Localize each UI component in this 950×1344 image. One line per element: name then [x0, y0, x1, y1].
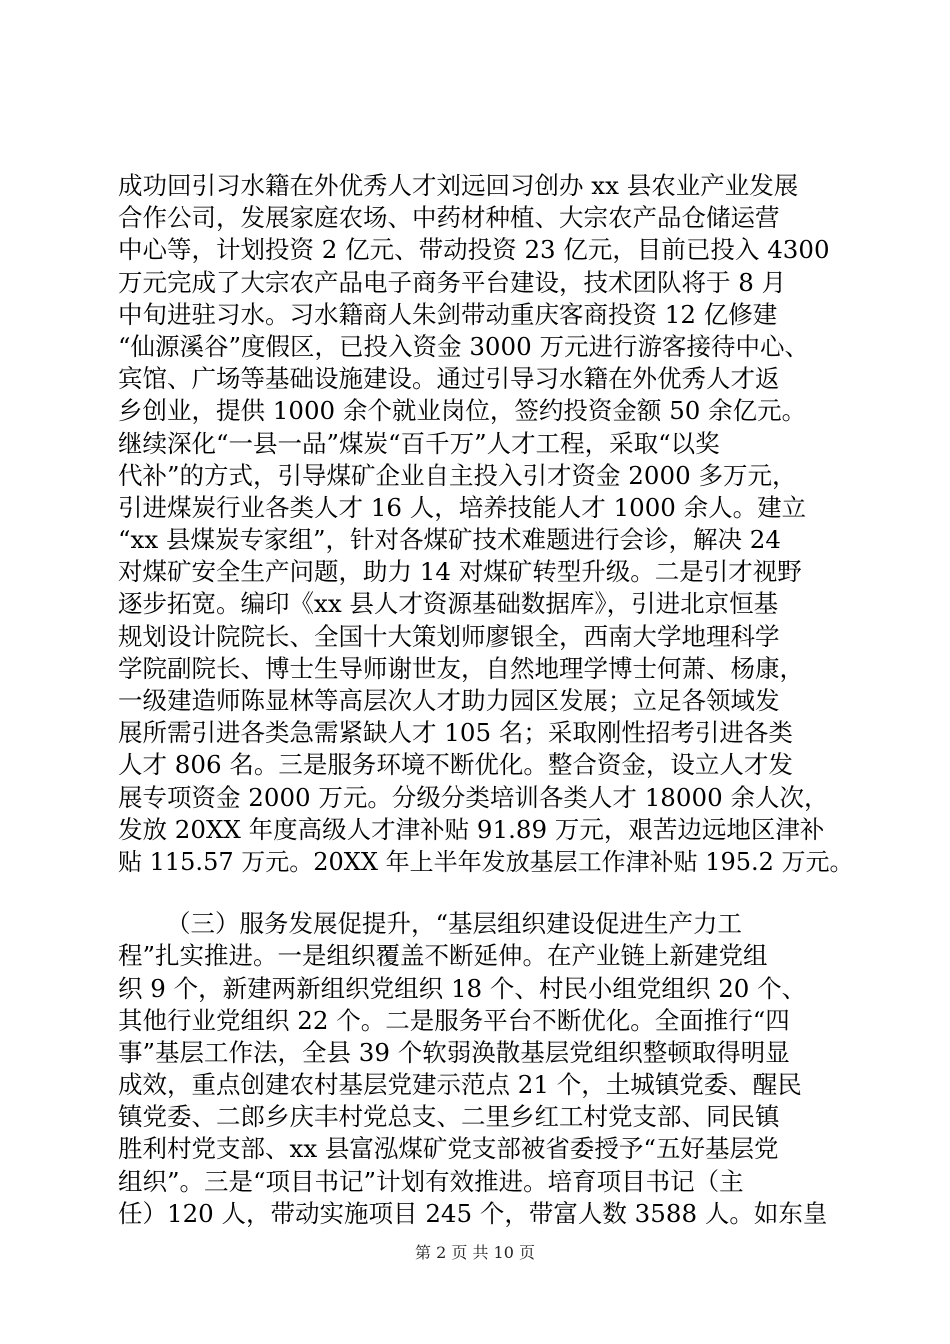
text-line: 展所需引进各类急需紧缺人才 105 名；采取刚性招考引进各类 [118, 718, 793, 748]
text-line: 胜利村党支部、xx 县富泓煤矿党支部被省委授予“五好基层党 [118, 1134, 779, 1164]
text-line: 对煤矿安全生产问题，助力 14 对煤矿转型升级。二是引才视野 [118, 557, 802, 587]
text-line: 镇党委、二郎乡庆丰村党总支、二里乡红工村党支部、同民镇 [118, 1102, 780, 1132]
text-line: 规划设计院院长、全国十大策划师廖银全，西南大学地理科学 [118, 621, 780, 651]
text-line: 中旬进驻习水。习水籍商人朱剑带动重庆客商投资 12 亿修建 [118, 299, 778, 329]
text-line: 乡创业，提供 1000 余个就业岗位，签约投资金额 50 余亿元。 [118, 396, 807, 426]
text-line: 万元完成了大宗农产品电子商务平台建设，技术团队将于 8 月 [118, 267, 787, 297]
text-line: 程”扎实推进。一是组织覆盖不断延伸。在产业链上新建党组 [118, 941, 768, 971]
text-line: 发放 20XX 年度高级人才津补贴 91.89 万元，艰苦边远地区津补 [118, 814, 825, 844]
text-line: 代补”的方式，引导煤矿企业自主投入引才资金 2000 多万元， [118, 460, 797, 490]
text-line: （三）服务发展促提升，“基层组织建设促进生产力工 [166, 909, 743, 939]
text-line: 人才 806 名。三是服务环境不断优化。整合资金，设立人才发 [118, 750, 793, 780]
text-line: 引进煤炭行业各类人才 16 人，培养技能人才 1000 余人。建立 [118, 492, 807, 522]
paragraph-1 [118, 170, 858, 878]
text-line: 成效，重点创建农村基层党建示范点 21 个，土城镇党委、醒民 [118, 1070, 802, 1100]
text-line: 组织”。三是“项目书记”计划有效推进。培育项目书记（主 [118, 1166, 744, 1196]
text-line: 学院副院长、博士生导师谢世友，自然地理学博士何萧、杨康， [118, 653, 804, 683]
text-line: 中心等，计划投资 2 亿元、带动投资 23 亿元，目前已投入 4300 [118, 235, 830, 265]
text-line: “仙源溪谷”度假区，已投入资金 3000 万元进行游客接待中心、 [118, 331, 809, 361]
paragraph-gap [118, 878, 858, 908]
text-line: 任）120 人，带动实施项目 245 个，带富人数 3588 人。如东皇 [118, 1198, 828, 1228]
text-line: “xx 县煤炭专家组”，针对各煤矿技术难题进行会诊，解决 24 [118, 525, 781, 555]
text-line: 继续深化“一县一品”煤炭“百千万”人才工程，采取“以奖 [118, 428, 720, 458]
text-line: 其他行业党组织 22 个。二是服务平台不断优化。全面推行“四 [118, 1005, 790, 1035]
text-line: 展专项资金 2000 万元。分级分类培训各类人才 18000 余人次， [118, 782, 829, 812]
text-line: 一级建造师陈显林等高层次人才助力园区发展；立足各领域发 [118, 686, 780, 715]
text-line: 宾馆、广场等基础设施建设。通过引导习水籍在外优秀人才返 [118, 364, 780, 394]
text-line: 合作公司，发展家庭农场、中药材种植、大宗农产品仓储运营 [118, 203, 780, 233]
page-footer: 第 2 页 共 10 页 [415, 1243, 535, 1262]
text-line: 逐步拓宽。编印《xx 县人才资源基础数据库》，引进北京恒基 [118, 589, 779, 619]
document-body [118, 170, 858, 1230]
text-line: 织 9 个，新建两新组织党组织 18 个、村民小组党组织 20 个、 [118, 973, 807, 1003]
text-line: 贴 115.57 万元。20XX 年上半年发放基层工作津补贴 195.2 万元。 [118, 847, 854, 876]
text-line: 事”基层工作法，全县 39 个软弱涣散基层党组织整顿取得明显 [118, 1037, 790, 1067]
text-line: 成功回引习水籍在外优秀人才刘远回习创办 xx 县农业产业发展 [118, 171, 799, 200]
paragraph-2 [118, 908, 858, 1230]
